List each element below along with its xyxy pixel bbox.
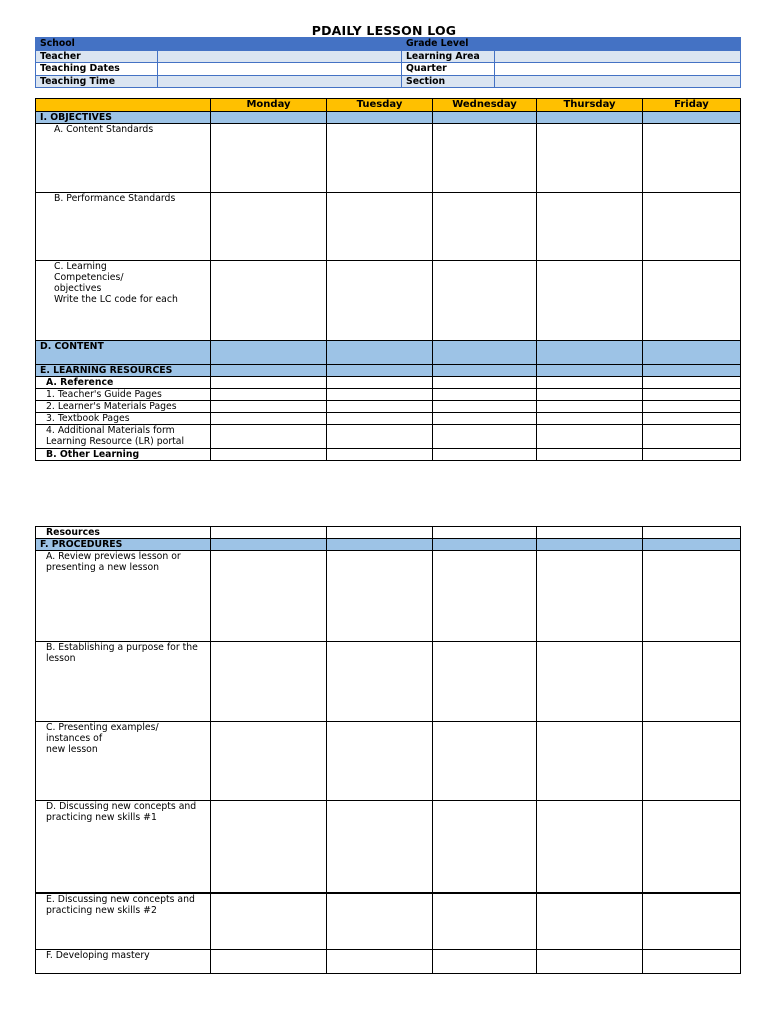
row-teachers-guide xyxy=(36,389,741,401)
label-reference: A. Reference xyxy=(36,377,211,389)
cell[interactable] xyxy=(327,722,433,801)
cell[interactable] xyxy=(537,801,643,893)
cell[interactable] xyxy=(327,893,433,950)
day-header-blank xyxy=(36,99,211,112)
row-discussing-2 xyxy=(36,893,741,950)
cell[interactable] xyxy=(211,193,327,261)
row-performance-standards xyxy=(36,193,741,261)
cell[interactable] xyxy=(643,124,741,193)
cell[interactable] xyxy=(433,341,537,365)
cell[interactable] xyxy=(327,425,433,449)
row-learning-competencies xyxy=(36,261,741,341)
cell[interactable] xyxy=(537,413,643,425)
cell[interactable] xyxy=(211,642,327,722)
info-row-school xyxy=(36,38,741,51)
info-row-teaching-dates xyxy=(36,63,741,76)
cell[interactable] xyxy=(211,377,327,389)
row-procedures xyxy=(36,539,741,551)
label-performance-standards: B. Performance Standards xyxy=(36,193,211,261)
cell[interactable] xyxy=(433,193,537,261)
cell[interactable] xyxy=(537,401,643,413)
cell[interactable] xyxy=(211,261,327,341)
day-header-wednesday: Wednesday xyxy=(433,99,537,112)
lesson-table-part-1 xyxy=(35,98,741,461)
info-label-teaching-time: Teaching Time xyxy=(36,75,158,88)
cell[interactable] xyxy=(537,389,643,401)
info-value-grade-level[interactable] xyxy=(495,38,741,51)
day-header-tuesday: Tuesday xyxy=(327,99,433,112)
cell[interactable] xyxy=(433,801,537,893)
cell[interactable] xyxy=(433,722,537,801)
cell[interactable] xyxy=(537,449,643,461)
cell[interactable] xyxy=(327,950,433,974)
label-examples: C. Presenting examples/ instances of new lesson xyxy=(36,722,211,801)
cell[interactable] xyxy=(643,722,741,801)
row-purpose xyxy=(36,642,741,722)
label-purpose: B. Establishing a purpose for the lesson xyxy=(36,642,211,722)
cell[interactable] xyxy=(433,425,537,449)
info-value-teacher[interactable] xyxy=(158,50,402,63)
cell[interactable] xyxy=(433,449,537,461)
cell[interactable] xyxy=(433,642,537,722)
cell[interactable] xyxy=(433,124,537,193)
day-header-monday: Monday xyxy=(211,99,327,112)
label-resources: Resources xyxy=(36,527,211,539)
cell[interactable] xyxy=(327,801,433,893)
info-label-section: Section xyxy=(402,75,495,88)
cell[interactable] xyxy=(433,527,537,539)
cell[interactable] xyxy=(537,527,643,539)
cell[interactable] xyxy=(211,893,327,950)
cell[interactable] xyxy=(433,261,537,341)
row-review xyxy=(36,551,741,642)
cell[interactable] xyxy=(537,377,643,389)
cell[interactable] xyxy=(537,124,643,193)
cell[interactable] xyxy=(211,341,327,365)
cell[interactable] xyxy=(643,425,741,449)
cell[interactable] xyxy=(211,539,327,551)
cell[interactable] xyxy=(327,413,433,425)
info-table xyxy=(35,37,741,88)
cell[interactable] xyxy=(211,722,327,801)
info-value-teaching-dates[interactable] xyxy=(158,63,402,76)
document-title: PDAILY LESSON LOG xyxy=(311,23,457,38)
cell[interactable] xyxy=(643,950,741,974)
cell[interactable] xyxy=(327,642,433,722)
cell[interactable] xyxy=(643,449,741,461)
label-learning-competencies: C. Learning Competencies/ objectives Write the LC code for each xyxy=(36,261,211,341)
cell[interactable] xyxy=(211,551,327,642)
cell[interactable] xyxy=(327,527,433,539)
cell[interactable] xyxy=(433,950,537,974)
cell[interactable] xyxy=(433,365,537,377)
row-mastery xyxy=(36,950,741,974)
label-objectives: I. OBJECTIVES xyxy=(36,112,211,124)
lesson-table-part-2 xyxy=(35,526,741,974)
cell[interactable] xyxy=(537,642,643,722)
info-row-teacher xyxy=(36,50,741,63)
info-value-teaching-time[interactable] xyxy=(158,75,402,88)
cell[interactable] xyxy=(537,341,643,365)
row-learners-materials xyxy=(36,401,741,413)
row-resources xyxy=(36,527,741,539)
day-header-thursday: Thursday xyxy=(537,99,643,112)
row-discussing-1 xyxy=(36,801,741,893)
cell[interactable] xyxy=(327,449,433,461)
row-content xyxy=(36,341,741,365)
info-value-school[interactable] xyxy=(158,38,402,51)
label-learners-materials: 2. Learner's Materials Pages xyxy=(36,401,211,413)
label-other-learning: B. Other Learning xyxy=(36,449,211,461)
cell[interactable] xyxy=(537,261,643,341)
cell[interactable] xyxy=(327,365,433,377)
info-value-section[interactable] xyxy=(495,75,741,88)
cell[interactable] xyxy=(211,950,327,974)
cell[interactable] xyxy=(211,365,327,377)
cell[interactable] xyxy=(433,893,537,950)
info-value-learning-area[interactable] xyxy=(495,50,741,63)
label-mastery: F. Developing mastery xyxy=(36,950,211,974)
row-objectives xyxy=(36,112,741,124)
cell[interactable] xyxy=(327,377,433,389)
cell[interactable] xyxy=(327,261,433,341)
cell[interactable] xyxy=(537,193,643,261)
row-content-standards xyxy=(36,124,741,193)
info-label-teaching-dates: Teaching Dates xyxy=(36,63,158,76)
label-content: D. CONTENT xyxy=(36,341,211,365)
cell[interactable] xyxy=(537,722,643,801)
cell[interactable] xyxy=(327,389,433,401)
row-reference xyxy=(36,377,741,389)
label-learning-resources: E. LEARNING RESOURCES xyxy=(36,365,211,377)
label-procedures: F. PROCEDURES xyxy=(36,539,211,551)
row-other-learning xyxy=(36,449,741,461)
cell[interactable] xyxy=(643,365,741,377)
cell[interactable] xyxy=(643,539,741,551)
cell[interactable] xyxy=(327,124,433,193)
cell[interactable] xyxy=(433,539,537,551)
cell[interactable] xyxy=(211,425,327,449)
cell[interactable] xyxy=(433,413,537,425)
label-discussing-2: E. Discussing new concepts and practicing new skills #2 xyxy=(36,893,211,950)
cell[interactable] xyxy=(643,377,741,389)
label-teachers-guide: 1. Teacher's Guide Pages xyxy=(36,389,211,401)
cell[interactable] xyxy=(433,377,537,389)
cell[interactable] xyxy=(643,413,741,425)
cell[interactable] xyxy=(643,401,741,413)
cell[interactable] xyxy=(643,193,741,261)
cell[interactable] xyxy=(211,389,327,401)
cell[interactable] xyxy=(537,425,643,449)
cell[interactable] xyxy=(643,112,741,124)
cell[interactable] xyxy=(433,112,537,124)
cell[interactable] xyxy=(327,341,433,365)
info-label-teacher: Teacher xyxy=(36,50,158,63)
info-value-quarter[interactable] xyxy=(495,63,741,76)
cell[interactable] xyxy=(433,389,537,401)
info-label-quarter: Quarter xyxy=(402,63,495,76)
cell[interactable] xyxy=(433,401,537,413)
cell[interactable] xyxy=(643,261,741,341)
label-review: A. Review previews lesson or presenting a new lesson xyxy=(36,551,211,642)
cell[interactable] xyxy=(537,893,643,950)
cell[interactable] xyxy=(643,389,741,401)
cell[interactable] xyxy=(537,539,643,551)
cell[interactable] xyxy=(211,801,327,893)
cell[interactable] xyxy=(537,950,643,974)
cell[interactable] xyxy=(643,801,741,893)
row-learning-resources xyxy=(36,365,741,377)
cell[interactable] xyxy=(211,449,327,461)
info-label-learning-area: Learning Area xyxy=(402,50,495,63)
cell[interactable] xyxy=(327,539,433,551)
label-discussing-1: D. Discussing new concepts and practicing new skills #1 xyxy=(36,801,211,893)
row-additional-materials xyxy=(36,425,741,449)
cell[interactable] xyxy=(327,551,433,642)
cell[interactable] xyxy=(537,551,643,642)
cell[interactable] xyxy=(211,401,327,413)
label-textbook: 3. Textbook Pages xyxy=(36,413,211,425)
cell[interactable] xyxy=(211,124,327,193)
row-examples xyxy=(36,722,741,801)
cell[interactable] xyxy=(643,893,741,950)
cell[interactable] xyxy=(537,112,643,124)
cell[interactable] xyxy=(211,112,327,124)
cell[interactable] xyxy=(327,112,433,124)
day-header-row xyxy=(36,99,741,112)
label-content-standards: A. Content Standards xyxy=(36,124,211,193)
cell[interactable] xyxy=(643,527,741,539)
cell[interactable] xyxy=(211,413,327,425)
cell[interactable] xyxy=(537,365,643,377)
info-row-teaching-time xyxy=(36,75,741,88)
cell[interactable] xyxy=(327,401,433,413)
cell[interactable] xyxy=(211,527,327,539)
cell[interactable] xyxy=(643,642,741,722)
cell[interactable] xyxy=(433,551,537,642)
cell[interactable] xyxy=(327,193,433,261)
info-label-grade-level: Grade Level xyxy=(402,38,495,51)
day-header-friday: Friday xyxy=(643,99,741,112)
info-label-school: School xyxy=(36,38,158,51)
row-textbook xyxy=(36,413,741,425)
label-additional-materials: 4. Additional Materials form Learning Resource (LR) portal xyxy=(36,425,211,449)
cell[interactable] xyxy=(643,551,741,642)
cell[interactable] xyxy=(643,341,741,365)
